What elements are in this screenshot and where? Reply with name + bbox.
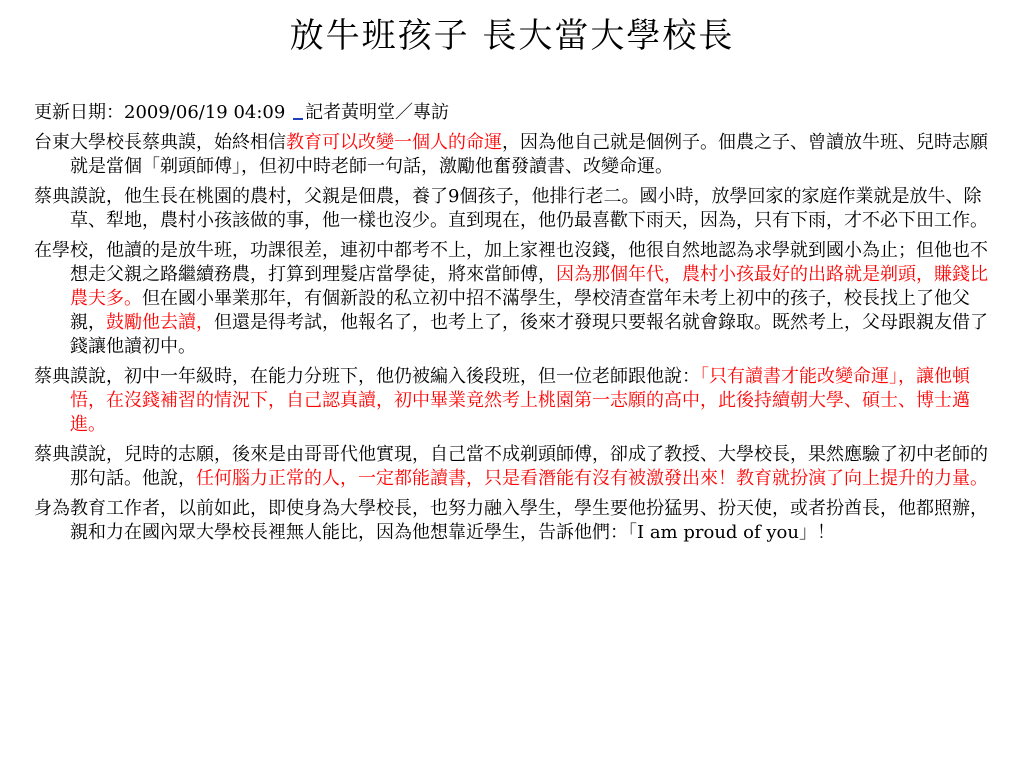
paragraph-text: 但還是得考試，他報名了，也考上了，後來才發現只要報名就會錄取。既然考上，父母跟親友借了錢讓他讀初中。	[70, 312, 988, 357]
paragraph-4	[34, 365, 998, 437]
highlight-text: 「只有讀書才能改變命運」，讓他頓悟，在沒錢補習的情況下，自己認真讀，初中畢業竟然考上桃園第一志願的高中，此後持續朝大學、碩士、博士邁進。	[70, 366, 970, 435]
paragraph-text: ，因為他自己就是個例子。佃農之子、曾讀放牛班、兒時志願就是當個「剃頭師傅」，但初中時老師一句話，激勵他奮發讀書、改變命運。	[70, 132, 988, 177]
paragraph-text: 蔡典謨說，初中一年級時，在能力分班下，他仍被編入後段班，但一位老師跟他說：	[34, 366, 700, 387]
update-date: 更新日期：2009/06/19 04:09	[34, 102, 292, 123]
paragraph-2	[34, 185, 998, 233]
paragraph-5	[34, 443, 998, 491]
paragraph-text: 蔡典謨說，兒時的志願，後來是由哥哥代他實現，自己當不成剃頭師傅，卻成了教授、大學校長，果然應驗了初中老師的那句話。他說，	[34, 444, 988, 489]
highlight-text: 任何腦力正常的人，一定都能讀書，只是看潛能有沒有被激發出來！教育就扮演了向上提升的力量。	[196, 468, 988, 489]
highlight-text: 鼓勵他去讀，	[106, 312, 214, 333]
article-body	[34, 100, 998, 551]
highlight-text: 教育可以改變一個人的命運	[286, 132, 502, 153]
page-title: 放牛班孩子 長大當大學校長	[289, 16, 735, 56]
highlight-text: 因為那個年代，農村小孩最好的出路就是剃頭，賺錢比農夫多。	[70, 264, 988, 309]
paragraph-3	[34, 239, 998, 359]
reporter-credit: 記者黃明堂／專訪	[305, 102, 450, 123]
paragraph-text: 台東大學校長蔡典謨，始終相信	[34, 132, 286, 153]
article-meta	[34, 100, 998, 125]
paragraph-1	[34, 131, 998, 179]
paragraph-text: 在學校，他讀的是放牛班，功課很差，連初中都考不上，加上家裡也沒錢，他很自然地認為求學就到國小為止；但他也不想走父親之路繼續務農，打算到理髮店當學徒，將來當師傅，	[34, 240, 988, 285]
link-placeholder[interactable]	[293, 100, 303, 120]
paragraph-6	[34, 497, 998, 545]
paragraph-text: 但在國小畢業那年，有個新設的私立初中招不滿學生，學校清查當年未考上初中的孩子，校長找上了他父親，	[70, 288, 970, 333]
paragraph-text: 蔡典謨說，他生長在桃園的農村，父親是佃農，養了9個孩子，他排行老二。國小時，放學回家的家庭作業就是放牛、除草、犁地，農村小孩該做的事，他一樣也沒少。直到現在，他仍最喜歡下雨天，因為，只有下雨，才不必下田工作。	[34, 186, 988, 231]
paragraph-text: 身為教育工作者，以前如此，即使身為大學校長，也努力融入學生，學生要他扮猛男、扮天使，或者扮酋長，他都照辦，親和力在國內眾大學校長裡無人能比，因為他想靠近學生，告訴他們：「I am proud of you」！	[34, 498, 988, 543]
